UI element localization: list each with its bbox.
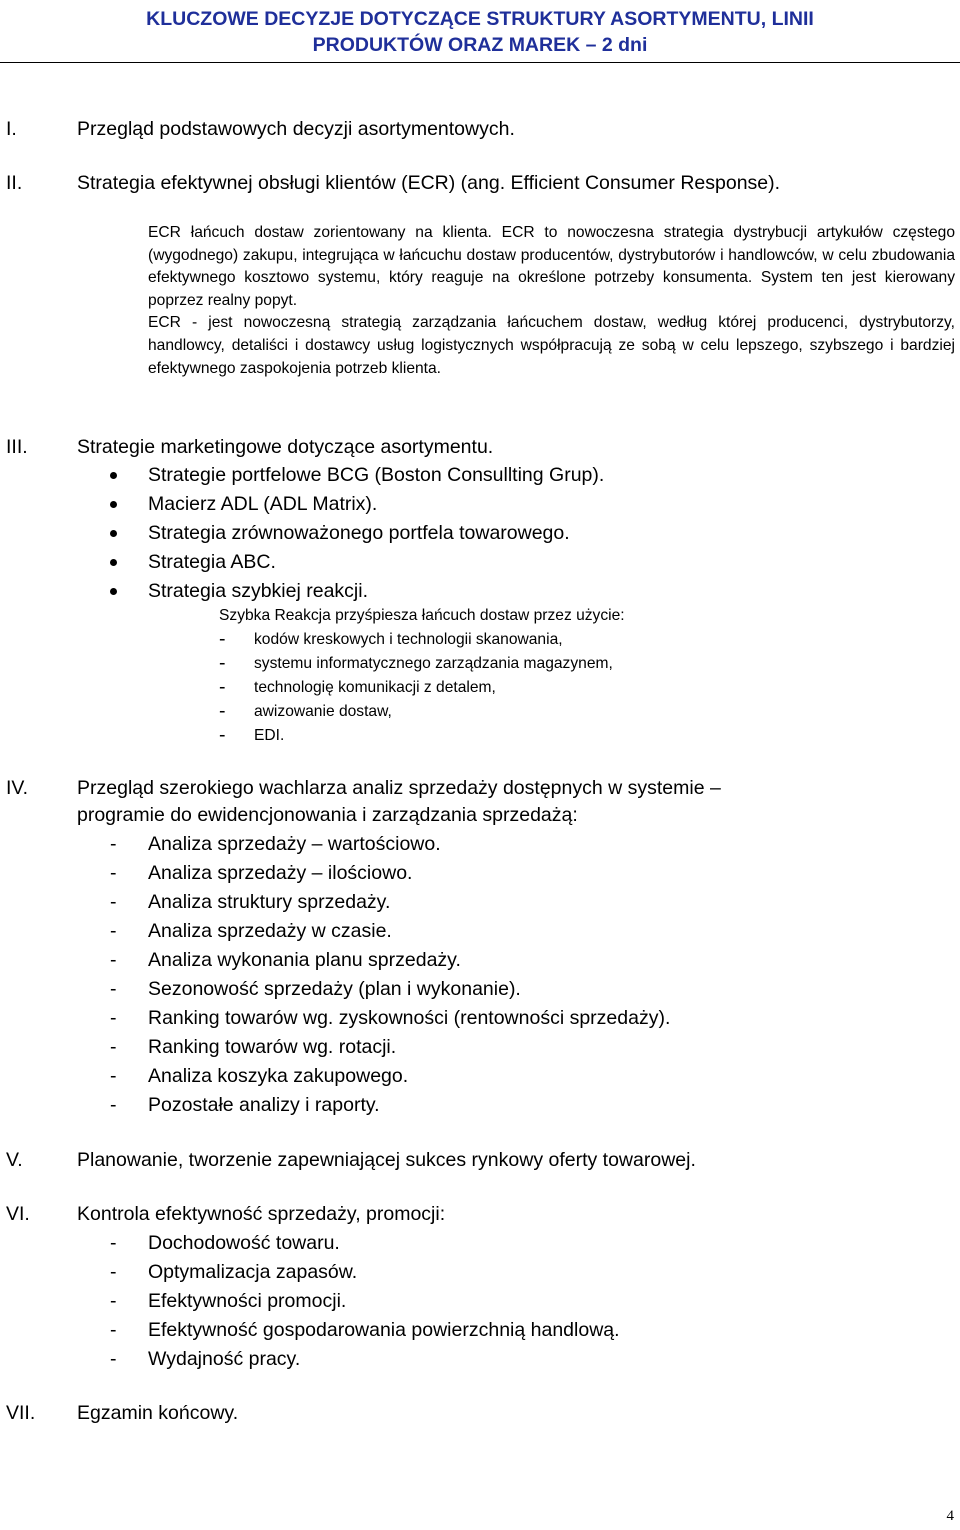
dash-marker: - (110, 833, 117, 855)
dash-marker: - (110, 1261, 117, 1283)
bullet-icon (110, 501, 117, 508)
dash-marker: - (110, 1036, 117, 1058)
dash-marker: - (219, 700, 226, 722)
bullet-icon (110, 559, 117, 566)
dash-marker: - (110, 891, 117, 913)
section-1-title: Przegląd podstawowych decyzji asortymentowych. (77, 118, 515, 140)
control-item: Efektywność gospodarowania powierzchnią handlową. (148, 1319, 620, 1341)
dash-marker: - (110, 1007, 117, 1029)
control-item: Optymalizacja zapasów. (148, 1261, 358, 1283)
section-4-title-line-1: Przegląd szerokiego wachlarza analiz sprzedaży dostępnych w systemie – (77, 777, 721, 799)
analysis-item: Analiza wykonania planu sprzedaży. (148, 949, 461, 971)
strategy-item: Macierz ADL (ADL Matrix). (148, 493, 378, 515)
bullet-icon (110, 530, 117, 537)
dash-marker: - (110, 978, 117, 1000)
analysis-item: Analiza koszyka zakupowego. (148, 1065, 409, 1087)
analysis-item: Pozostałe analizy i raporty. (148, 1094, 380, 1116)
section-3-title: Strategie marketingowe dotyczące asortymentu. (77, 436, 494, 458)
bullet-icon (110, 588, 117, 595)
title-line-2: PRODUKTÓW ORAZ MAREK – 2 dni (312, 34, 648, 56)
dash-marker: - (110, 1065, 117, 1087)
analysis-item: Analiza sprzedaży – wartościowo. (148, 833, 441, 855)
strategy-item: Strategia ABC. (148, 551, 276, 573)
section-1-number: I. (6, 118, 17, 140)
strategy-item: Strategia szybkiej reakcji. (148, 580, 369, 602)
ecr-description (148, 222, 955, 380)
quick-response-item: awizowanie dostaw, (254, 703, 392, 720)
ecr-paragraph-2: ECR - jest nowoczesną strategią zarządzania łańcuchem dostaw, według której producenci, dystrybutorzy, handlowcy, detaliści i dostawcy usług logistycznych współpracują ze sobą w celu lepszego, szybszego i bardziej efektywnego zaspokojenia potrzeb klienta. (148, 314, 955, 377)
dash-marker: - (219, 652, 226, 674)
ecr-paragraph-1: ECR łańcuch dostaw zorientowany na klienta. ECR to nowoczesna strategia dystrybucji artykułów częstego (wygodnego) zakupu, integrująca w łańcuchu dostaw producentów, dystrybutorów i handlowców, w celu zbudowania efektywnego kosztowo systemu, który reaguje na określone potrzeby konsumenta. System ten jest kierowany poprzez realny popyt. (148, 224, 955, 309)
analysis-item: Analiza struktury sprzedaży. (148, 891, 391, 913)
document-title (0, 6, 960, 58)
strategy-item: Strategia zrównoważonego portfela towarowego. (148, 522, 570, 544)
bullet-icon (110, 472, 117, 479)
section-6-number: VI. (6, 1203, 30, 1225)
section-5-title: Planowanie, tworzenie zapewniającej sukces rynkowy oferty towarowej. (77, 1149, 696, 1171)
section-2-number: II. (6, 172, 23, 194)
quick-response-item: EDI. (254, 727, 285, 744)
analysis-item: Analiza sprzedaży – ilościowo. (148, 862, 413, 884)
dash-marker: - (110, 1290, 117, 1312)
analysis-item: Sezonowość sprzedaży (plan i wykonanie). (148, 978, 521, 1000)
section-3-number: III. (6, 436, 28, 458)
page-number: 4 (946, 1508, 954, 1524)
title-divider (0, 62, 960, 63)
section-7-number: VII. (6, 1402, 36, 1424)
dash-marker: - (110, 920, 117, 942)
quick-response-intro: Szybka Reakcja przyśpiesza łańcuch dostaw przez użycie: (219, 607, 625, 624)
dash-marker: - (110, 862, 117, 884)
control-item: Efektywności promocji. (148, 1290, 347, 1312)
analysis-item: Ranking towarów wg. rotacji. (148, 1036, 397, 1058)
quick-response-item: technologię komunikacji z detalem, (254, 679, 496, 696)
section-2-title: Strategia efektywnej obsługi klientów (ECR) (ang. Efficient Consumer Response). (77, 172, 781, 194)
quick-response-item: kodów kreskowych i technologii skanowania, (254, 631, 563, 648)
section-4-title-line-2: programie do ewidencjonowania i zarządzania sprzedażą: (77, 804, 578, 826)
section-4-number: IV. (6, 777, 29, 799)
dash-marker: - (219, 676, 226, 698)
section-5-number: V. (6, 1149, 23, 1171)
strategy-item: Strategie portfelowe BCG (Boston Consullting Grup). (148, 464, 605, 486)
dash-marker: - (110, 949, 117, 971)
analysis-item: Ranking towarów wg. zyskowności (rentowności sprzedaży). (148, 1007, 671, 1029)
dash-marker: - (110, 1319, 117, 1341)
section-6-title: Kontrola efektywność sprzedaży, promocji: (77, 1203, 446, 1225)
title-line-1: KLUCZOWE DECYZJE DOTYCZĄCE STRUKTURY ASORTYMENTU, LINII (146, 8, 814, 30)
section-7-title: Egzamin końcowy. (77, 1402, 239, 1424)
dash-marker: - (110, 1094, 117, 1116)
dash-marker: - (219, 724, 226, 746)
control-item: Dochodowość towaru. (148, 1232, 340, 1254)
quick-response-item: systemu informatycznego zarządzania magazynem, (254, 655, 613, 672)
dash-marker: - (110, 1348, 117, 1370)
control-item: Wydajność pracy. (148, 1348, 301, 1370)
dash-marker: - (110, 1232, 117, 1254)
dash-marker: - (219, 628, 226, 650)
analysis-item: Analiza sprzedaży w czasie. (148, 920, 392, 942)
